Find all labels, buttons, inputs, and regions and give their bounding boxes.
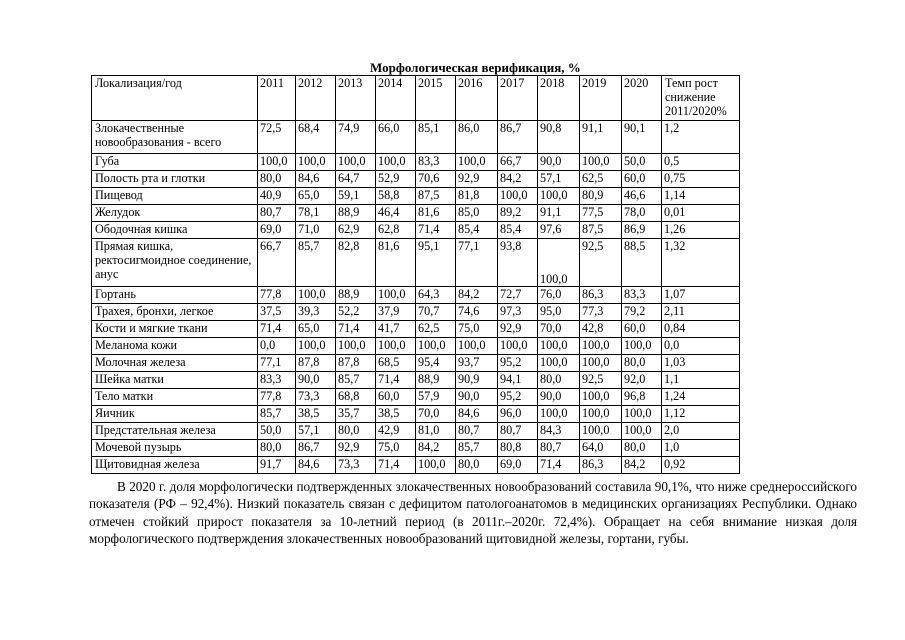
value-cell: 40,9 <box>258 188 296 205</box>
value-cell: 92,9 <box>498 321 538 338</box>
value-cell: 42,9 <box>376 423 416 440</box>
value-cell: 62,5 <box>580 171 622 188</box>
value-cell: 70,6 <box>416 171 456 188</box>
value-cell: 81,0 <box>416 423 456 440</box>
value-cell: 1,2 <box>662 121 740 154</box>
value-cell: 100,0 <box>622 406 662 423</box>
value-cell: 85,0 <box>456 205 498 222</box>
value-cell: 100,0 <box>456 338 498 355</box>
value-cell: 78,0 <box>622 205 662 222</box>
value-cell: 81,6 <box>376 239 416 287</box>
value-cell: 100,0 <box>296 287 336 304</box>
value-cell: 100,0 <box>580 423 622 440</box>
value-cell: 0,01 <box>662 205 740 222</box>
value-cell: 88,9 <box>336 287 376 304</box>
header-cell: 2014 <box>376 76 416 121</box>
table-row <box>92 440 740 457</box>
row-label: Щитовидная железа <box>92 457 258 474</box>
value-cell: 87,5 <box>580 222 622 239</box>
value-cell: 66,7 <box>258 239 296 287</box>
value-cell: 95,4 <box>416 355 456 372</box>
value-cell: 77,1 <box>456 239 498 287</box>
table-row <box>92 239 740 287</box>
value-cell: 77,5 <box>580 205 622 222</box>
value-cell: 71,0 <box>296 222 336 239</box>
value-cell: 100,0 <box>580 154 622 171</box>
value-cell: 1,14 <box>662 188 740 205</box>
value-cell: 93,8 <box>498 239 538 287</box>
value-cell: 90,0 <box>296 372 336 389</box>
value-cell: 42,8 <box>580 321 622 338</box>
value-cell: 84,2 <box>416 440 456 457</box>
value-cell: 100,0 <box>538 188 580 205</box>
value-cell: 57,1 <box>296 423 336 440</box>
value-cell: 80,9 <box>580 188 622 205</box>
value-cell: 92,5 <box>580 239 622 287</box>
value-cell: 64,7 <box>336 171 376 188</box>
value-cell: 85,7 <box>456 440 498 457</box>
value-cell: 60,0 <box>622 321 662 338</box>
value-cell: 68,5 <box>376 355 416 372</box>
value-cell: 100,0 <box>376 154 416 171</box>
value-cell: 100,0 <box>580 338 622 355</box>
value-cell: 38,5 <box>376 406 416 423</box>
value-cell: 62,9 <box>336 222 376 239</box>
value-cell: 75,0 <box>456 321 498 338</box>
value-cell: 89,2 <box>498 205 538 222</box>
header-cell: 2015 <box>416 76 456 121</box>
value-cell: 58,8 <box>376 188 416 205</box>
value-cell: 100,0 <box>580 406 622 423</box>
value-cell: 100,0 <box>538 239 580 287</box>
table-row <box>92 355 740 372</box>
paragraph-text: В 2020 г. доля морфологически подтвержденных злокачественных новообразований составила 90,1%, что ниже среднероссийского показателя (РФ – 92,4%). Низкий показатель связан с дефицитом патологоанатомов в медицинских организациях Республики. Однако отмечен стойкий прирост показателя за 10-летний период (в 2011г.–2020г. 72,4%). Обращает на себя внимание низкая доля морфологического подтверждения злокачественных новообразований щитовидной железы, гортани, губы. <box>89 479 857 547</box>
value-cell: 77,1 <box>258 355 296 372</box>
value-cell: 65,0 <box>296 188 336 205</box>
value-cell: 77,8 <box>258 287 296 304</box>
summary-paragraph <box>89 478 857 548</box>
value-cell: 71,4 <box>538 457 580 474</box>
value-cell: 100,0 <box>580 389 622 406</box>
value-cell: 1,1 <box>662 372 740 389</box>
header-cell: 2016 <box>456 76 498 121</box>
table-header-row <box>92 76 740 121</box>
value-cell: 2,0 <box>662 423 740 440</box>
value-cell: 69,0 <box>258 222 296 239</box>
table-row <box>92 304 740 321</box>
value-cell: 71,4 <box>376 457 416 474</box>
value-cell: 86,0 <box>456 121 498 154</box>
value-cell: 100,0 <box>456 154 498 171</box>
row-label: Губа <box>92 154 258 171</box>
value-cell: 77,8 <box>258 389 296 406</box>
value-cell: 0,0 <box>662 338 740 355</box>
value-cell: 88,5 <box>622 239 662 287</box>
value-cell: 46,4 <box>376 205 416 222</box>
value-cell: 80,7 <box>456 423 498 440</box>
value-cell: 92,9 <box>336 440 376 457</box>
table-row <box>92 205 740 222</box>
value-cell: 100,0 <box>538 355 580 372</box>
value-cell: 71,4 <box>416 222 456 239</box>
value-cell: 95,2 <box>498 355 538 372</box>
value-cell: 84,2 <box>498 171 538 188</box>
value-cell: 84,6 <box>296 171 336 188</box>
value-cell: 100,0 <box>258 154 296 171</box>
value-cell: 72,5 <box>258 121 296 154</box>
value-cell: 78,1 <box>296 205 336 222</box>
row-label: Злокачественные новообразования - всего <box>92 121 258 154</box>
value-cell: 96,0 <box>498 406 538 423</box>
value-cell: 100,0 <box>538 406 580 423</box>
value-cell: 71,4 <box>376 372 416 389</box>
row-label: Трахея, бронхи, легкое <box>92 304 258 321</box>
value-cell: 64,3 <box>416 287 456 304</box>
row-label: Шейка матки <box>92 372 258 389</box>
value-cell: 64,0 <box>580 440 622 457</box>
value-cell: 84,2 <box>456 287 498 304</box>
value-cell: 75,0 <box>376 440 416 457</box>
value-cell: 80,7 <box>258 205 296 222</box>
value-cell: 0,92 <box>662 457 740 474</box>
value-cell: 74,6 <box>456 304 498 321</box>
value-cell: 100,0 <box>336 154 376 171</box>
value-cell: 90,8 <box>538 121 580 154</box>
value-cell: 68,8 <box>336 389 376 406</box>
value-cell: 91,1 <box>538 205 580 222</box>
value-cell: 82,8 <box>336 239 376 287</box>
value-cell: 86,3 <box>580 457 622 474</box>
value-cell: 88,9 <box>416 372 456 389</box>
value-cell: 1,12 <box>662 406 740 423</box>
row-label: Мочевой пузырь <box>92 440 258 457</box>
value-cell: 70,7 <box>416 304 456 321</box>
header-cell: Темп рост снижение 2011/2020% <box>662 76 740 121</box>
value-cell: 39,3 <box>296 304 336 321</box>
row-label: Прямая кишка, ректосигмоидное соединение, анус <box>92 239 258 287</box>
value-cell: 80,0 <box>258 440 296 457</box>
value-cell: 0,75 <box>662 171 740 188</box>
row-label: Пищевод <box>92 188 258 205</box>
value-cell: 50,0 <box>258 423 296 440</box>
value-cell: 92,0 <box>622 372 662 389</box>
value-cell: 80,7 <box>498 423 538 440</box>
value-cell: 100,0 <box>416 457 456 474</box>
table-row <box>92 222 740 239</box>
value-cell: 96,8 <box>622 389 662 406</box>
table-title: Морфологическая верификация, % <box>370 60 581 75</box>
value-cell: 100,0 <box>296 338 336 355</box>
row-label: Молочная железа <box>92 355 258 372</box>
value-cell: 37,5 <box>258 304 296 321</box>
value-cell: 100,0 <box>622 423 662 440</box>
row-label: Яичник <box>92 406 258 423</box>
value-cell: 46,6 <box>622 188 662 205</box>
value-cell: 52,2 <box>336 304 376 321</box>
table-row <box>92 171 740 188</box>
table-row <box>92 121 740 154</box>
value-cell: 87,5 <box>416 188 456 205</box>
header-cell: 2018 <box>538 76 580 121</box>
value-cell: 93,7 <box>456 355 498 372</box>
value-cell: 66,7 <box>498 154 538 171</box>
row-label: Гортань <box>92 287 258 304</box>
value-cell: 95,0 <box>538 304 580 321</box>
row-label: Кости и мягкие ткани <box>92 321 258 338</box>
table-row <box>92 154 740 171</box>
value-cell: 83,3 <box>622 287 662 304</box>
value-cell: 71,4 <box>258 321 296 338</box>
header-cell: 2013 <box>336 76 376 121</box>
value-cell: 100,0 <box>376 287 416 304</box>
header-cell: 2011 <box>258 76 296 121</box>
value-cell: 72,7 <box>498 287 538 304</box>
table-row <box>92 423 740 440</box>
value-cell: 80,8 <box>498 440 538 457</box>
value-cell: 80,0 <box>622 440 662 457</box>
value-cell: 60,0 <box>376 389 416 406</box>
value-cell: 90,0 <box>456 389 498 406</box>
value-cell: 2,11 <box>662 304 740 321</box>
value-cell: 66,0 <box>376 121 416 154</box>
value-cell: 62,8 <box>376 222 416 239</box>
value-cell: 74,9 <box>336 121 376 154</box>
row-label: Желудок <box>92 205 258 222</box>
value-cell: 35,7 <box>336 406 376 423</box>
value-cell: 94,1 <box>498 372 538 389</box>
value-cell: 87,8 <box>336 355 376 372</box>
value-cell: 100,0 <box>538 338 580 355</box>
header-cell: 2019 <box>580 76 622 121</box>
value-cell: 81,8 <box>456 188 498 205</box>
value-cell: 52,9 <box>376 171 416 188</box>
value-cell: 86,9 <box>622 222 662 239</box>
row-label: Ободочная кишка <box>92 222 258 239</box>
header-cell: 2017 <box>498 76 538 121</box>
value-cell: 90,1 <box>622 121 662 154</box>
row-label: Полость рта и глотки <box>92 171 258 188</box>
value-cell: 100,0 <box>336 338 376 355</box>
value-cell: 100,0 <box>498 188 538 205</box>
value-cell: 80,0 <box>456 457 498 474</box>
value-cell: 59,1 <box>336 188 376 205</box>
value-cell: 85,4 <box>498 222 538 239</box>
value-cell: 70,0 <box>538 321 580 338</box>
value-cell: 91,7 <box>258 457 296 474</box>
table-row <box>92 372 740 389</box>
value-cell: 85,7 <box>258 406 296 423</box>
value-cell: 84,6 <box>456 406 498 423</box>
value-cell: 83,3 <box>258 372 296 389</box>
value-cell: 85,7 <box>336 372 376 389</box>
value-cell: 86,3 <box>580 287 622 304</box>
value-cell: 86,7 <box>498 121 538 154</box>
value-cell: 73,3 <box>336 457 376 474</box>
table-row <box>92 287 740 304</box>
value-cell: 62,5 <box>416 321 456 338</box>
value-cell: 97,6 <box>538 222 580 239</box>
header-cell: Локализация/год <box>92 76 258 121</box>
value-cell: 100,0 <box>498 338 538 355</box>
value-cell: 100,0 <box>296 154 336 171</box>
value-cell: 38,5 <box>296 406 336 423</box>
value-cell: 95,1 <box>416 239 456 287</box>
value-cell: 88,9 <box>336 205 376 222</box>
value-cell: 1,07 <box>662 287 740 304</box>
value-cell: 87,8 <box>296 355 336 372</box>
value-cell: 90,0 <box>538 154 580 171</box>
value-cell: 84,2 <box>622 457 662 474</box>
value-cell: 60,0 <box>622 171 662 188</box>
value-cell: 80,0 <box>258 171 296 188</box>
row-label: Меланома кожи <box>92 338 258 355</box>
value-cell: 85,4 <box>456 222 498 239</box>
value-cell: 92,5 <box>580 372 622 389</box>
value-cell: 97,3 <box>498 304 538 321</box>
value-cell: 100,0 <box>622 338 662 355</box>
table-row <box>92 338 740 355</box>
value-cell: 0,84 <box>662 321 740 338</box>
value-cell: 65,0 <box>296 321 336 338</box>
value-cell: 57,1 <box>538 171 580 188</box>
value-cell: 90,9 <box>456 372 498 389</box>
value-cell: 77,3 <box>580 304 622 321</box>
table-row <box>92 321 740 338</box>
verification-table <box>91 75 740 474</box>
value-cell: 69,0 <box>498 457 538 474</box>
value-cell: 85,1 <box>416 121 456 154</box>
header-cell: 2012 <box>296 76 336 121</box>
value-cell: 91,1 <box>580 121 622 154</box>
value-cell: 100,0 <box>376 338 416 355</box>
value-cell: 1,24 <box>662 389 740 406</box>
value-cell: 76,0 <box>538 287 580 304</box>
table-row <box>92 457 740 474</box>
value-cell: 73,3 <box>296 389 336 406</box>
row-label: Тело матки <box>92 389 258 406</box>
value-cell: 1,03 <box>662 355 740 372</box>
value-cell: 0,0 <box>258 338 296 355</box>
value-cell: 86,7 <box>296 440 336 457</box>
value-cell: 85,7 <box>296 239 336 287</box>
value-cell: 79,2 <box>622 304 662 321</box>
value-cell: 83,3 <box>416 154 456 171</box>
table-row <box>92 406 740 423</box>
value-cell: 0,5 <box>662 154 740 171</box>
value-cell: 81,6 <box>416 205 456 222</box>
value-cell: 1,0 <box>662 440 740 457</box>
value-cell: 70,0 <box>416 406 456 423</box>
value-cell: 80,0 <box>336 423 376 440</box>
value-cell: 41,7 <box>376 321 416 338</box>
value-cell: 92,9 <box>456 171 498 188</box>
value-cell: 1,26 <box>662 222 740 239</box>
value-cell: 100,0 <box>580 355 622 372</box>
value-cell: 37,9 <box>376 304 416 321</box>
value-cell: 71,4 <box>336 321 376 338</box>
value-cell: 80,0 <box>538 372 580 389</box>
value-cell: 100,0 <box>416 338 456 355</box>
value-cell: 1,32 <box>662 239 740 287</box>
value-cell: 80,0 <box>622 355 662 372</box>
header-cell: 2020 <box>622 76 662 121</box>
value-cell: 84,6 <box>296 457 336 474</box>
value-cell: 50,0 <box>622 154 662 171</box>
value-cell: 57,9 <box>416 389 456 406</box>
value-cell: 80,7 <box>538 440 580 457</box>
table-row <box>92 389 740 406</box>
value-cell: 68,4 <box>296 121 336 154</box>
row-label: Предстательная железа <box>92 423 258 440</box>
value-cell: 90,0 <box>538 389 580 406</box>
value-cell: 95,2 <box>498 389 538 406</box>
value-cell: 84,3 <box>538 423 580 440</box>
table-row <box>92 188 740 205</box>
